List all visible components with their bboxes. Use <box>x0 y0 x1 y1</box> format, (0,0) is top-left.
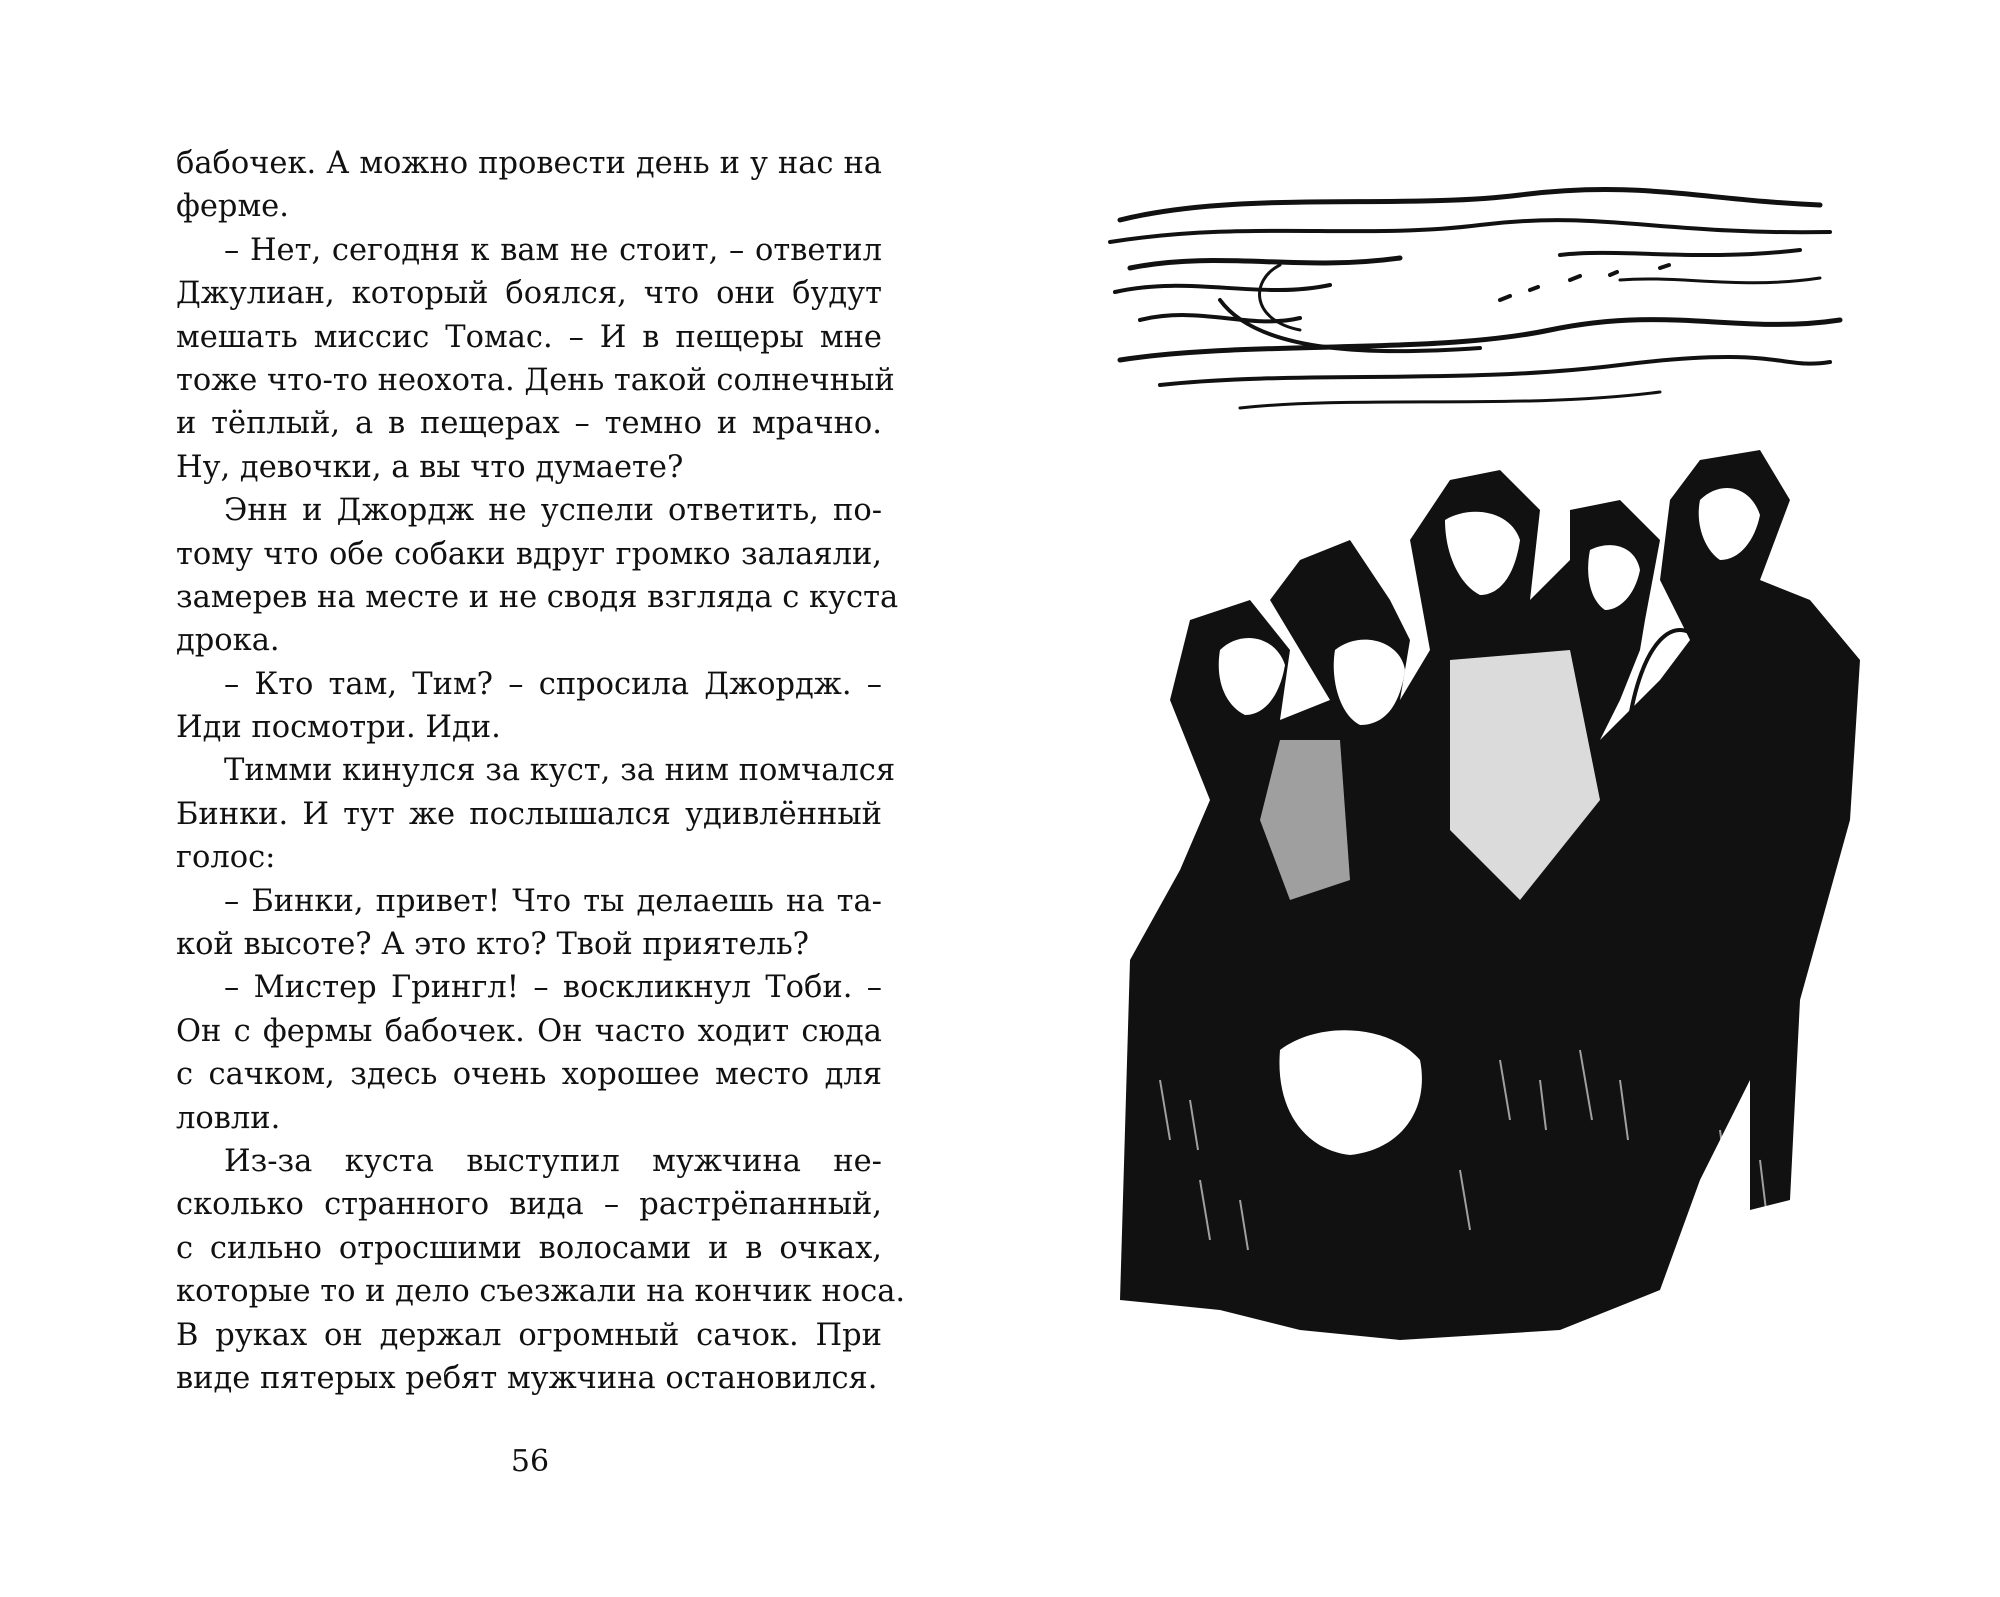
text-line: тому что обе собаки вдруг громко залаяли, <box>176 536 882 572</box>
text-line: – Кто там, Тим? – спросила Джордж. – <box>224 666 882 702</box>
text-line: В руках он держал огромный сачок. При <box>176 1317 882 1353</box>
illustration <box>1100 180 1860 1360</box>
text-line: Тимми кинулся за куст, за ним помчался <box>224 753 896 789</box>
text-line: дрока. <box>176 623 280 659</box>
text-line: – Мистер Грингл! – воскликнул Тоби. – <box>224 970 882 1006</box>
text-line: тоже что-то неохота. День такой солнечный <box>176 362 895 398</box>
text-line: сколько странного вида – растрёпанный, <box>176 1187 882 1223</box>
text-line: – Бинки, привет! Что ты делаешь на та- <box>224 883 882 919</box>
text-line: Он с фермы бабочек. Он часто ходит сюда <box>176 1013 882 1049</box>
text-line: Джулиан, который боялся, что они будут <box>176 276 882 312</box>
text-line: голос: <box>176 840 276 876</box>
text-line: Бинки. И тут же послышался удивлённый <box>176 796 882 832</box>
text-line: кой высоте? А это кто? Твой приятель? <box>176 927 810 963</box>
text-line: с сачком, здесь очень хорошее место для <box>176 1057 882 1093</box>
text-line: бабочек. А можно провести день и у нас на <box>176 146 882 181</box>
text-line: ферме. <box>176 189 289 225</box>
text-line: Из-за куста выступил мужчина не- <box>224 1143 882 1179</box>
text-line: ловли. <box>176 1100 281 1136</box>
text-line: с сильно отросшими волосами и в очках, <box>176 1230 882 1266</box>
text-line: виде пятерых ребят мужчина остановился. <box>176 1360 878 1396</box>
page-body-text <box>176 142 906 1400</box>
text-line: – Нет, сегодня к вам не стоит, – ответил <box>224 232 882 268</box>
text-line: и тёплый, а в пещерах – темно и мрачно. <box>176 406 882 442</box>
ink-illustration <box>1100 180 1860 1360</box>
text-line: замерев на месте и не сводя взгляда с куста <box>176 579 899 615</box>
page-number: 56 <box>510 1444 550 1479</box>
text-line: Ну, девочки, а вы что думаете? <box>176 449 684 485</box>
text-line: мешать миссис Томас. – И в пещеры мне <box>176 319 882 355</box>
text-line: Энн и Джордж не успели ответить, по- <box>224 493 882 529</box>
text-line: Иди посмотри. Иди. <box>176 710 501 746</box>
figures-group <box>1120 450 1860 1340</box>
text-line: которые то и дело съезжали на кончик носа. <box>176 1274 906 1310</box>
sky-strokes <box>1110 190 1840 408</box>
